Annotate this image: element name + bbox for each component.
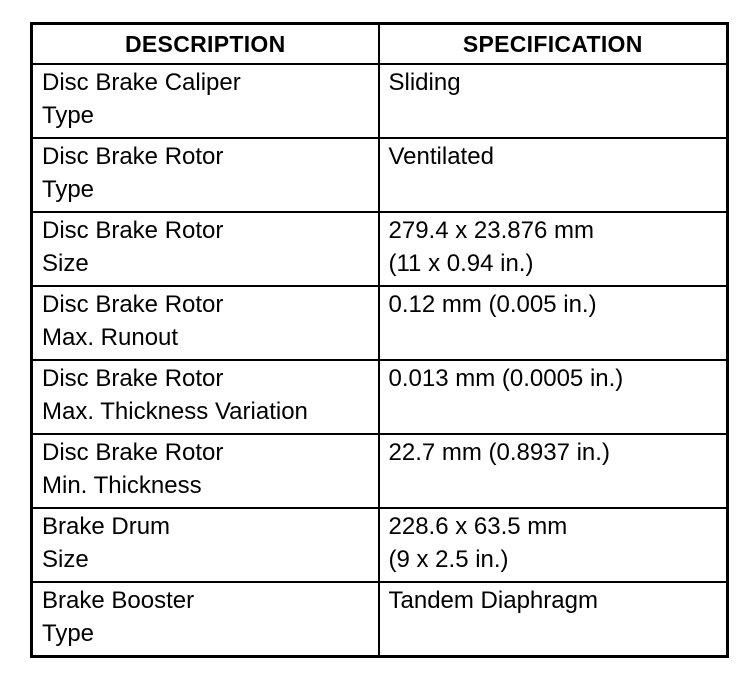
- specification-cell: [379, 434, 728, 508]
- table-row: [32, 360, 728, 434]
- description-line: Disc Brake Rotor: [42, 365, 224, 392]
- header-specification: SPECIFICATION: [379, 24, 728, 65]
- description-line: Disc Brake Caliper: [42, 69, 241, 96]
- description-cell: [32, 286, 379, 360]
- specification-cell: [379, 286, 728, 360]
- specification-cell: [379, 508, 728, 582]
- description-cell: [32, 360, 379, 434]
- description-line: Type: [42, 176, 95, 203]
- specification-line: Sliding: [388, 69, 461, 96]
- header-row: [32, 24, 728, 65]
- table-row: [32, 138, 728, 212]
- description-line: Min. Thickness: [42, 472, 202, 499]
- spec-table: [30, 22, 729, 658]
- description-line: Disc Brake Rotor: [42, 439, 224, 466]
- description-cell: [32, 582, 379, 657]
- specification-cell: [379, 360, 728, 434]
- description-line: Disc Brake Rotor: [42, 217, 224, 244]
- description-line: Max. Runout: [42, 324, 179, 351]
- specification-line: Tandem Diaphragm: [388, 587, 598, 614]
- table-row: [32, 434, 728, 508]
- table-row: [32, 64, 728, 138]
- specification-line: (9 x 2.5 in.): [388, 546, 509, 573]
- specification-line: 228.6 x 63.5 mm: [388, 513, 568, 540]
- specification-line: 0.12 mm (0.005 in.): [388, 291, 597, 318]
- description-line: Max. Thickness Variation: [42, 398, 308, 425]
- description-cell: [32, 508, 379, 582]
- specification-cell: [379, 582, 728, 657]
- description-line: Brake Drum: [42, 513, 171, 540]
- specification-line: 0.013 mm (0.0005 in.): [388, 365, 624, 392]
- description-line: Size: [42, 250, 89, 277]
- description-line: Disc Brake Rotor: [42, 143, 224, 170]
- specification-cell: [379, 138, 728, 212]
- description-line: Type: [42, 620, 95, 647]
- specification-line: (11 x 0.94 in.): [388, 250, 534, 277]
- description-cell: [32, 212, 379, 286]
- table-row: [32, 508, 728, 582]
- description-cell: [32, 64, 379, 138]
- table-row: [32, 286, 728, 360]
- specification-cell: [379, 64, 728, 138]
- header-description: DESCRIPTION: [32, 24, 379, 65]
- description-cell: [32, 138, 379, 212]
- specification-line: Ventilated: [388, 143, 494, 170]
- description-cell: [32, 434, 379, 508]
- description-line: Type: [42, 102, 95, 129]
- description-line: Size: [42, 546, 89, 573]
- table-row: [32, 212, 728, 286]
- description-line: Brake Booster: [42, 587, 195, 614]
- specification-line: 22.7 mm (0.8937 in.): [388, 439, 610, 466]
- specification-cell: [379, 212, 728, 286]
- description-line: Disc Brake Rotor: [42, 291, 224, 318]
- table-row: [32, 582, 728, 657]
- specification-line: 279.4 x 23.876 mm: [388, 217, 594, 244]
